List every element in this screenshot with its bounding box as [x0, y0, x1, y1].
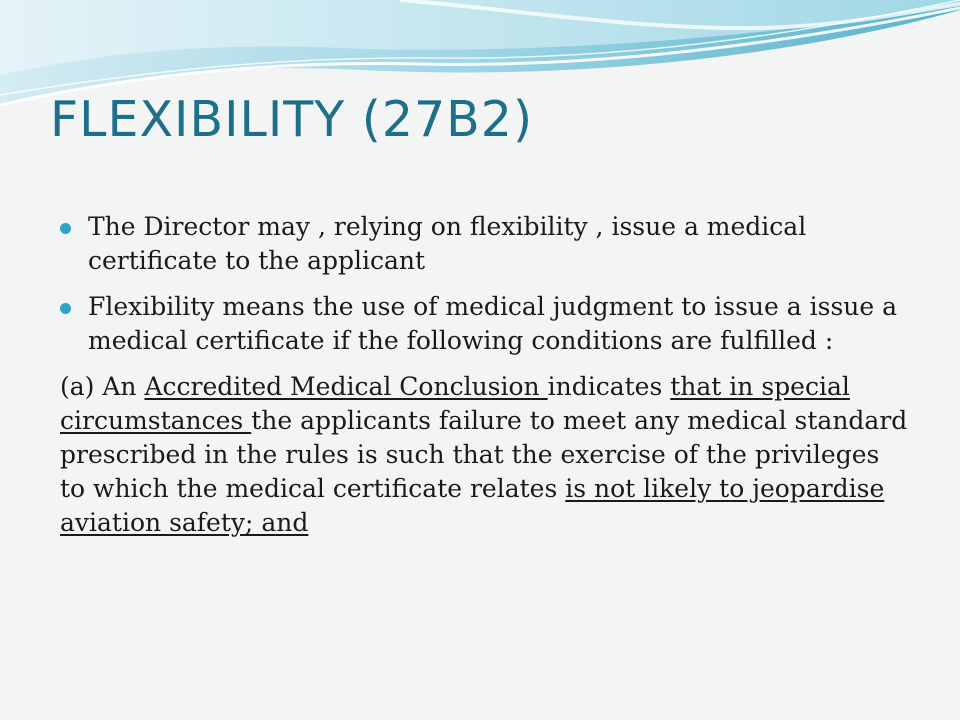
bullet-item: [60, 290, 910, 358]
bullet-dot-icon: [60, 223, 71, 234]
bullet-text: Flexibility means the use of medical judgment to issue a issue a medical certificate if the following conditions are fulfilled :: [88, 292, 898, 355]
slide-title: FLEXIBILITY (27B2): [50, 91, 534, 148]
underlined-text: is not likely to jeopardise aviation safety; and: [60, 474, 885, 537]
condition-paragraph: [60, 370, 910, 540]
slide-body: [60, 210, 910, 540]
paragraph-text: the applicants failure to meet any medical standard prescribed in the rules is such that the exercise of the privileges to which the medical certificate relates: [60, 406, 908, 503]
bullet-text: The Director may , relying on flexibility , issue a medical certificate to the applicant: [88, 212, 807, 275]
bullet-item: [60, 210, 910, 278]
underlined-text: that in special circumstances: [60, 372, 850, 435]
underlined-text: Accredited Medical Conclusion: [144, 372, 548, 401]
paragraph-text: indicates: [547, 372, 671, 401]
bullet-dot-icon: [60, 303, 71, 314]
paragraph-text: (a) An: [60, 372, 145, 401]
